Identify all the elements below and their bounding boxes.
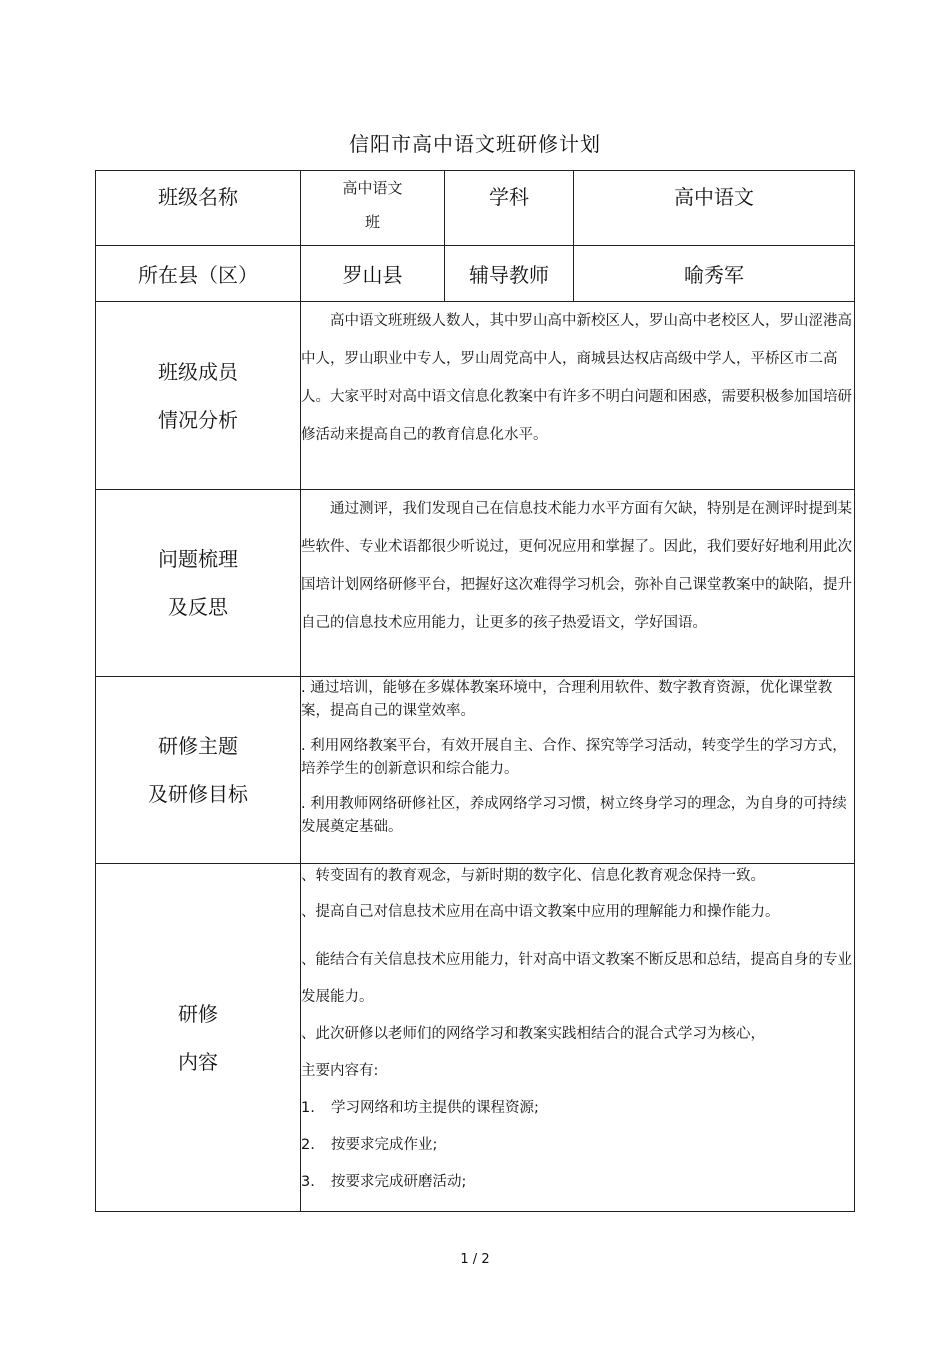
page-number: 1 / 2 (460, 1252, 490, 1267)
tutor-label-cell (445, 246, 574, 302)
class-name-value-cell (301, 171, 445, 246)
members-text-cell (301, 302, 855, 490)
content-item: 、能结合有关信息技术应用能力，针对高中语文教案不断反思和总结，提高自身的专业发展能力。 (301, 952, 852, 1005)
subject-value-cell (574, 171, 855, 246)
content-item: 、此次研修以老师们的网络学习和教案实践相结合的混合式学习为核心， (301, 1026, 765, 1042)
content-item: 、提高自己对信息技术应用在高中语文教案中应用的理解能力和操作能力。 (301, 904, 780, 920)
plan-table (95, 170, 855, 1212)
goals-text-cell (301, 677, 855, 864)
goal-item: . 通过培训，能够在多媒体教案环境中，合理利用软件、数字教育资源，优化课堂教案，提高自己的课堂效率。 (301, 680, 833, 719)
goal-item: . 利用网络教案平台，有效开展自主、合作、探究等学习活动，转变学生的学习方式，培养学生的创新意识和综合能力。 (301, 738, 847, 777)
document-title: 信阳市高中语文班研修计划 (349, 132, 601, 156)
content-numbered-item (301, 1127, 854, 1164)
problems-label-line2: 及反思 (168, 595, 228, 619)
class-name-label-cell (96, 171, 301, 246)
members-label-line2: 情况分析 (158, 407, 238, 432)
class-name-label: 班级名称 (158, 185, 238, 209)
subject-value: 高中语文 (674, 185, 754, 209)
row-members (96, 302, 855, 490)
county-label: 所在县（区） (138, 263, 258, 287)
members-text: 高中语文班班级人数人，其中罗山高中新校区人，罗山高中老校区人，罗山涩港高中人，罗山职业中专人，罗山周党高中人，商城县达权店高级中学人，平桥区市二高人。大家平时对高中语文信息化教案中有许多不明白问题和困惑，需要积极参加国培研修活动来提高自己的教育信息化水平。 (301, 313, 852, 443)
content-label-line1: 研修 (178, 1001, 218, 1026)
goal-item: . 利用教师网络研修社区，养成网络学习习惯，树立终身学习的理念，为自身的可持续发展奠定基础。 (301, 796, 847, 835)
content-numbered-item (301, 1090, 854, 1127)
tutor-value-cell (574, 246, 855, 302)
tutor-value: 喻秀军 (684, 263, 744, 287)
problems-label-cell (96, 490, 301, 677)
item-number: 2. (301, 1137, 315, 1153)
problems-label-line1: 问题梳理 (158, 547, 238, 571)
row-problems (96, 490, 855, 677)
item-text: 按要求完成研磨活动; (331, 1174, 467, 1190)
row-goals (96, 677, 855, 864)
class-name-value-line1: 高中语文 (342, 179, 403, 197)
county-value-cell (301, 246, 445, 302)
subject-label-cell (445, 171, 574, 246)
county-value: 罗山县 (342, 263, 403, 287)
problems-text: 通过测评，我们发现自己在信息技术能力水平方面有欠缺，特别是在测评时提到某些软件、专业术语都很少听说过，更何况应用和掌握了。因此，我们要好好地利用此次国培计划网络研修平台，把握好这次难得学习机会，弥补自己课堂教案中的缺陷，提升自己的信息技术应用能力，让更多的孩子热爱语文，学好国语。 (301, 501, 852, 631)
row-content (96, 864, 855, 1212)
content-item: 主要内容有: (301, 1063, 379, 1079)
subject-label: 学科 (489, 185, 529, 209)
members-label-line1: 班级成员 (158, 359, 238, 384)
goals-label-cell (96, 677, 301, 864)
tutor-label: 辅导教师 (469, 263, 549, 287)
item-number: 1. (301, 1100, 315, 1116)
item-number: 3. (301, 1174, 315, 1190)
class-name-value-line2: 班 (364, 213, 380, 231)
row-county (96, 246, 855, 302)
item-text: 学习网络和坊主提供的课程资源; (331, 1100, 539, 1116)
item-text: 按要求完成作业; (331, 1137, 438, 1153)
content-numbered-item (301, 1164, 854, 1201)
content-label-line2: 内容 (178, 1049, 218, 1074)
county-label-cell (96, 246, 301, 302)
content-text-cell (301, 864, 855, 1212)
members-label-cell (96, 302, 301, 490)
problems-text-cell (301, 490, 855, 677)
goals-label-line1: 研修主题 (158, 734, 238, 758)
content-item: 、转变固有的教育观念，与新时期的数字化、信息化教育观念保持一致。 (301, 868, 765, 884)
row-class-name (96, 171, 855, 246)
content-label-cell (96, 864, 301, 1212)
goals-label-line2: 及研修目标 (148, 782, 248, 806)
